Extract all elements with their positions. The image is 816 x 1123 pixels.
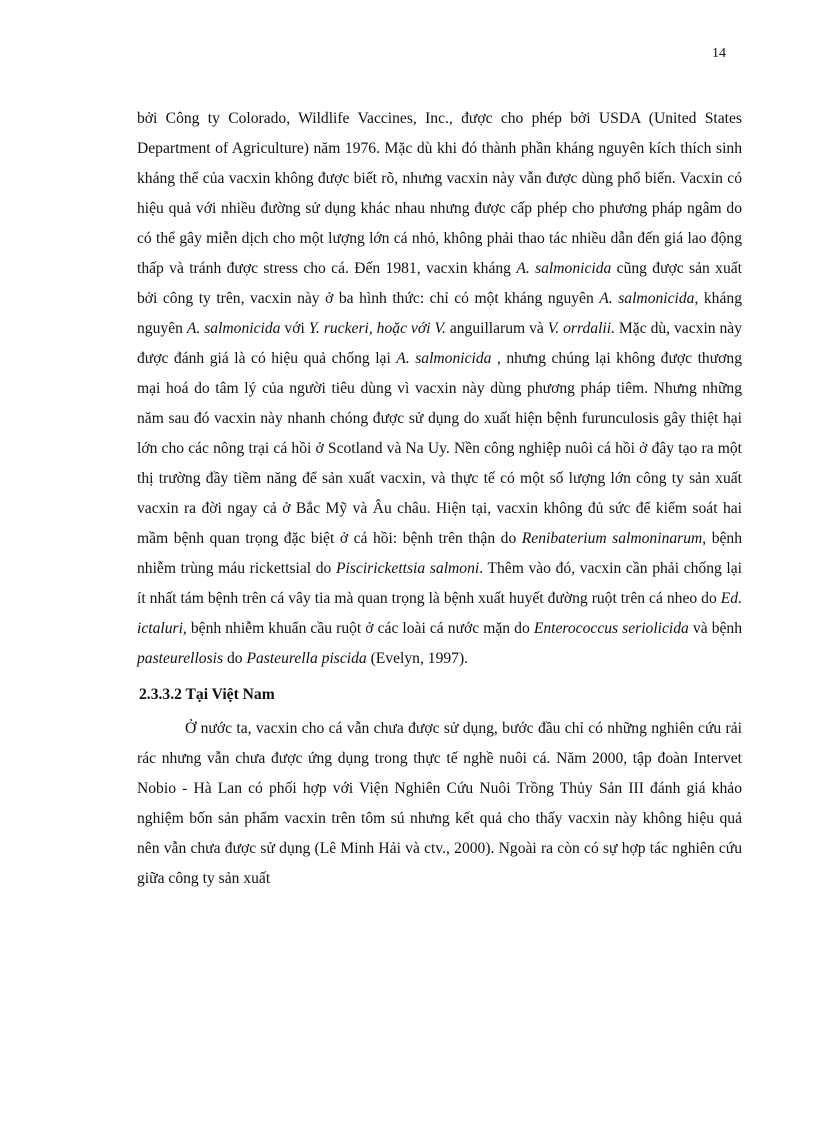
species-name: Pasteurella piscida — [246, 650, 367, 667]
species-name: V. orrdalii. — [547, 320, 615, 337]
text-run: cũng được sản xuất bởi công ty trên, vacxin này ở ba hình thức: chỉ có một kháng nguyên — [137, 260, 742, 307]
text-run: , nhưng chúng lại không được thương mại hoá do tâm lý của người tiêu dùng vì vacxin này dùng phương pháp tiêm. Nhưng những năm sau đó vacxin này nhanh chóng được sử dụng do xuất hiện bệnh furunculosis gây thiệt hại lớn cho các nông trại cá hồi ở Scotland và Na Uy. Nền công nghiệp nuôi cá hồi ở đây tạo ra một thị trường đầy tiềm năng để sản xuất vacxin, và thực tế có một số lượng lớn công ty sản xuất vacxin ra đời ngay cả ở Bắc Mỹ và Âu châu. Hiện tại, vacxin không đủ sức để kiểm soát hai mầm bệnh quan trọng đặc biệt ở cá hồi: bệnh trên thận do — [137, 350, 742, 547]
text-run: . Thêm vào đó, vacxin cần phải chống lại ít nhất tám bệnh trên cá vây tia mà quan trọng là bệnh xuất huyết đường ruột trên cá nheo do — [137, 560, 743, 607]
text-run: bởi Công ty Colorado, Wildlife Vaccines, Inc., được cho phép bởi USDA (United States Department of Agriculture) năm 1976. Mặc dù khi đó thành phần kháng nguyên kích thích sinh kháng thể của vacxin không được biết rõ, nhưng vacxin này vẫn được dùng phổ biến. Vacxin có hiệu quả với nhiều đường sử dụng khác nhau nhưng được cấp phép cho phương pháp ngâm do có thể gây miễn dịch cho một lượng lớn cá nhỏ, không phải thao tác nhiều dẫn đến giá lao động thấp và tránh được stress cho cá. Đến 1981, vacxin kháng — [137, 110, 742, 277]
text-run: và — [525, 320, 548, 337]
species-name: A. salmonicida — [516, 260, 612, 277]
species-name: A. salmonicida — [396, 350, 492, 367]
text-run: với — [280, 320, 309, 337]
text-run: , bệnh nhiễm trùng máu rickettsial do — [137, 530, 743, 577]
page-number: 14 — [712, 46, 726, 61]
text-run: bệnh nhiễm khuẩn cầu ruột ở các loài cá nước mặn do — [186, 620, 534, 637]
species-name: A. salmonicida — [186, 320, 281, 337]
text-run: do — [223, 650, 247, 667]
document-body — [137, 104, 742, 894]
paragraph-vietnam: Ở nước ta, vacxin cho cá vẫn chưa được sử dụng, bước đầu chỉ có những nghiên cứu rải rác nhưng vẫn chưa được ứng dụng trong thực tế nghề nuôi cá. Năm 2000, tập đoàn Intervet Nobio - Hà Lan có phối hợp với Viện Nghiên Cứu Nuôi Trồng Thủy Sản III đánh giá khảo nghiệm bốn sản phẩm vacxin trên tôm sú nhưng kết quả cho thấy vacxin này không hiệu quả nên vẫn chưa được sử dụng (Lê Minh Hải và ctv., 2000). Ngoài ra còn có sự hợp tác nghiên cứu giữa công ty sản xuất — [137, 720, 742, 887]
species-name: Y. ruckeri, hoặc với V. — [308, 320, 446, 337]
text-run: Mặc dù, vacxin này được đánh giá là có hiệu quả chống lại — [137, 320, 743, 367]
species-name: Ed. ictaluri, — [137, 590, 742, 637]
section-heading: 2.3.3.2 Tại Việt Nam — [139, 686, 275, 703]
species-name: Renibaterium salmoninarum — [521, 530, 703, 547]
text-run: anguillarum — [445, 320, 526, 337]
disease-name: pasteurellosis — [137, 650, 224, 667]
text-run: (Evelyn, 1997). — [366, 650, 469, 667]
text-run: và bệnh — [688, 620, 743, 637]
paragraph-vaccine-history — [137, 104, 742, 674]
species-name: A. salmonicida — [599, 290, 695, 307]
text-run: , kháng nguyên — [137, 290, 742, 337]
species-name: Enterococcus seriolicida — [533, 620, 689, 637]
species-name: Piscirickettsia salmoni — [335, 560, 480, 577]
